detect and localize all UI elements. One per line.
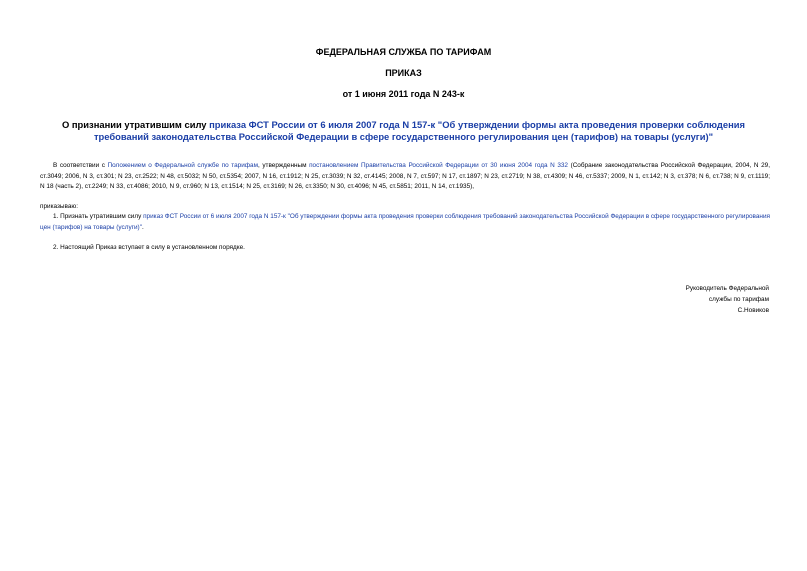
preamble-text-2: , утвержденным	[257, 162, 310, 169]
item-1-end: .	[141, 223, 144, 231]
title-prefix: О признании утратившим силу	[62, 119, 210, 130]
title-link[interactable]: приказа ФСТ России от 6 июля 2007 года N 157-к "Об утверждении формы акта проведения проверки соблюдения требований законодательства Российской Федерации в сфере государственного регулирования цен (тарифов) на товары (услуги)"	[93, 119, 745, 142]
revoked-order-link[interactable]: приказ ФСТ России от 6 июля 2007 года N 157-к "Об утверждении формы акта проведения проверки соблюдения требований законодательства Российской Федерации в сфере государственного регулирования цен (тарифов) на товары (услуги)"	[40, 213, 770, 231]
signature-name: С.Новиков	[737, 306, 769, 314]
document-type: ПРИКАЗ	[385, 68, 422, 78]
document-title	[40, 119, 767, 143]
item-1-text: 1. Признать утратившим силу	[53, 213, 144, 220]
document-date-number: от 1 июня 2011 года N 243-к	[342, 89, 465, 99]
item-2-paragraph: 2. Настоящий Приказ вступает в силу в установленном порядке.	[53, 244, 245, 251]
regulation-link[interactable]: Положением о Федеральной службе по тарифам	[107, 162, 258, 169]
item-1-paragraph	[40, 212, 770, 233]
government-decree-link[interactable]: постановлением Правительства Российской Федерации от 30 июня 2004 года N 332	[309, 162, 568, 169]
preamble-text-1: В соответствии с	[53, 162, 108, 169]
signature-position-line-2: службы по тарифам	[708, 295, 769, 303]
signature-position-line-1: Руководитель Федеральной	[685, 285, 769, 292]
decree-word: приказываю:	[40, 203, 78, 210]
preamble-text-3: (Собрание законодательства Российской Федерации, 2004, N 29, ст.3049; 2006, N 3, ст.301; N 23, ст.2522; N 48, ст.5032; N 50, ст.5354; 2007, N 16, ст.1912; N 25, ст.3039; N 32, ст.4145; 2008, N 7, ст.597; N 17, ст.1897; N 23, ст.2719; N 38, ст.4309; N 46, ст.5337; 2009, N 1, ст.142; N 3, ст.378; N 6, ст.738; N 9, ст.1119; N 18 (часть 2), ст.2249; N 33, ст.4086; 2010, N 9, ст.960; N 13, ст.1514; N 25, ст.3169; N 26, ст.3350; N 30, ст.4096; N 45, ст.5851; 2011, N 14, ст.1935),	[40, 162, 770, 191]
signature-block	[569, 284, 769, 316]
preamble-paragraph	[40, 161, 770, 193]
agency-name: ФЕДЕРАЛЬНАЯ СЛУЖБА ПО ТАРИФАМ	[315, 47, 492, 57]
